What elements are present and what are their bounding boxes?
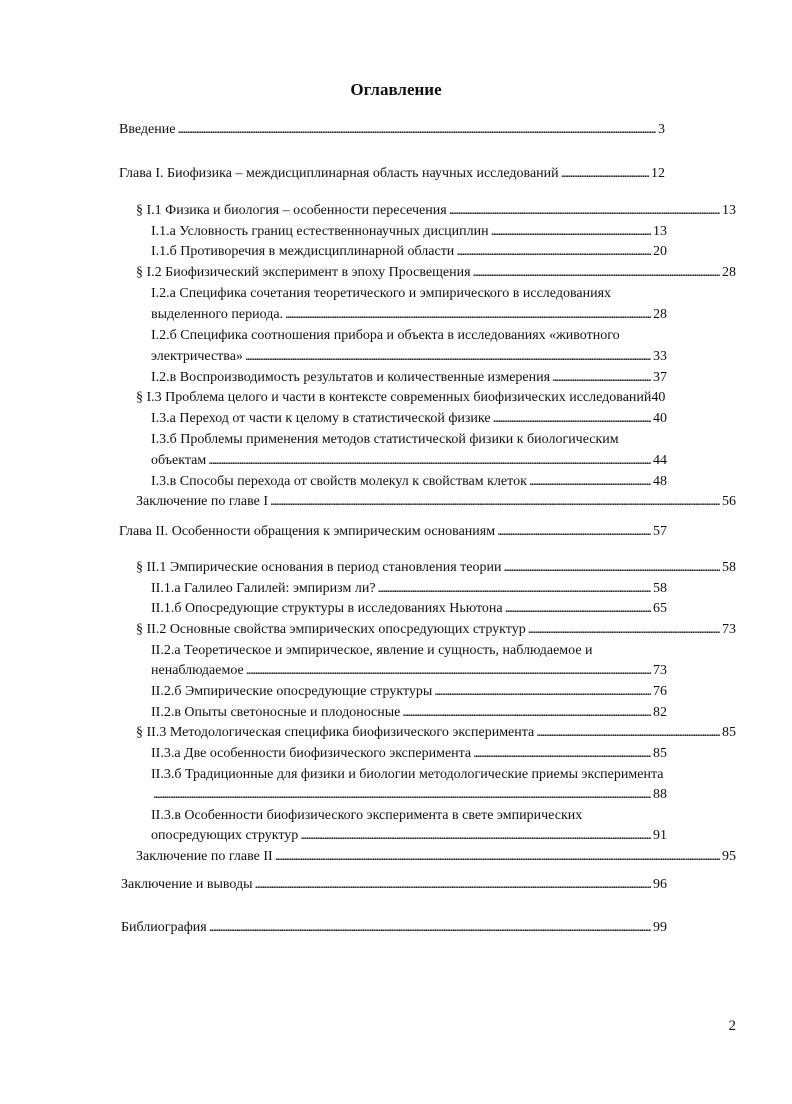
toc-entry-page: 28 bbox=[722, 265, 736, 280]
toc-entry-label: Глава I. Биофизика – междисциплинарная область научных исследований bbox=[119, 166, 559, 181]
dot-leader bbox=[208, 452, 651, 470]
dot-leader bbox=[153, 786, 651, 804]
toc-entry-section-2-3a[interactable] bbox=[151, 745, 667, 763]
toc-entry-label: I.3.а Переход от части к целому в статистической физике bbox=[151, 411, 491, 426]
dot-leader bbox=[209, 919, 651, 937]
toc-entry-section-2-3b[interactable] bbox=[151, 786, 667, 804]
toc-entry-page: 95 bbox=[722, 849, 736, 864]
dot-leader bbox=[177, 121, 656, 139]
toc-entry-page: 20 bbox=[653, 244, 667, 259]
toc-entry-page: 82 bbox=[653, 705, 667, 720]
toc-entry-label: § II.3 Методологическая специфика биофизического эксперимента bbox=[136, 725, 535, 740]
dot-leader bbox=[493, 410, 651, 428]
toc-entry-page: 76 bbox=[653, 684, 667, 699]
dot-leader bbox=[536, 724, 720, 742]
toc-entry-label: Заключение по главе II bbox=[136, 849, 273, 864]
toc-entry-label: электричества» bbox=[151, 349, 243, 364]
toc-entry-label: § II.2 Основные свойства эмпирических опосредующих структур bbox=[136, 622, 526, 637]
toc-entry-page: 13 bbox=[722, 203, 736, 218]
dot-leader bbox=[473, 264, 720, 282]
toc-entry-section-2-3b-line1: II.3.б Традиционные для физики и биологии методологические приемы эксперимента bbox=[151, 767, 664, 782]
toc-entry-label: I.1.б Противоречия в междисциплинарной области bbox=[151, 244, 455, 259]
dot-leader bbox=[529, 473, 651, 491]
toc-entry-page: 65 bbox=[653, 601, 667, 616]
toc-entry-section-2-3c[interactable] bbox=[151, 827, 667, 845]
dot-leader bbox=[300, 827, 651, 845]
toc-entry-label: Введение bbox=[119, 122, 176, 137]
toc-entry-label: Библиография bbox=[121, 920, 207, 935]
toc-entry-page: 91 bbox=[653, 828, 667, 843]
toc-entry-section-2-1[interactable] bbox=[136, 559, 736, 577]
toc-entry-page: 44 bbox=[653, 453, 667, 468]
toc-entry-label: II.2.в Опыты светоносные и плодоносные bbox=[151, 705, 401, 720]
toc-entry-section-2-3c-line1: II.3.в Особенности биофизического эксперимента в свете эмпирических bbox=[151, 808, 583, 823]
toc-entry-label: § I.2 Биофизический эксперимент в эпоху Просвещения bbox=[136, 265, 471, 280]
dot-leader bbox=[505, 600, 651, 618]
toc-entry-page: 40 bbox=[653, 411, 667, 426]
toc-entry-label: объектам bbox=[151, 453, 207, 468]
toc-entry-page: 88 bbox=[653, 787, 667, 802]
toc-entry-page: 73 bbox=[722, 622, 736, 637]
dot-leader bbox=[270, 493, 720, 511]
toc-entry-section-1-2b-line1: I.2.б Специфика соотношения прибора и объекта в исследованиях «животного bbox=[151, 328, 620, 343]
toc-entry-label: II.1.а Галилео Галилей: эмпиризм ли? bbox=[151, 581, 376, 596]
toc-entry-page: 28 bbox=[653, 307, 667, 322]
toc-entry-label: выделенного периода. bbox=[151, 307, 284, 322]
toc-entry-section-1-1a[interactable] bbox=[151, 223, 667, 241]
toc-entry-section-1-2a-line1: I.2.а Специфика сочетания теоретического и эмпирического в исследованиях bbox=[151, 286, 612, 301]
toc-entry-page: 58 bbox=[722, 560, 736, 575]
dot-leader bbox=[528, 621, 720, 639]
dot-leader bbox=[561, 165, 649, 183]
toc-entry-section-1-3[interactable] bbox=[136, 389, 736, 407]
toc-entry-page: 13 bbox=[653, 224, 667, 239]
toc-entry-section-2-2c[interactable] bbox=[151, 704, 667, 722]
toc-entry-label: II.3.а Две особенности биофизического эксперимента bbox=[151, 746, 472, 761]
toc-title: Оглавление bbox=[350, 80, 442, 99]
toc-entry-label: II.1.б Опосредующие структуры в исследованиях Ньютона bbox=[151, 601, 503, 616]
toc-entry-page: 58 bbox=[653, 581, 667, 596]
toc-entry-section-2-2b[interactable] bbox=[151, 683, 667, 701]
toc-entry-section-1-3b[interactable] bbox=[151, 452, 667, 470]
toc-entry-page: 96 bbox=[653, 877, 667, 892]
toc-entry-section-2-1a[interactable] bbox=[151, 580, 667, 598]
toc-entry-section-1-3a[interactable] bbox=[151, 410, 667, 428]
toc-entry-section-2-1b[interactable] bbox=[151, 600, 667, 618]
toc-entry-bibliography[interactable] bbox=[121, 919, 667, 937]
toc-entry-conclusion-1[interactable] bbox=[136, 493, 736, 511]
dot-leader bbox=[275, 848, 720, 866]
toc-entry-label: I.2.в Воспроизводимость результатов и количественные измерения bbox=[151, 370, 551, 385]
dot-leader bbox=[456, 243, 651, 261]
toc-entry-label: Заключение по главе I bbox=[136, 494, 269, 509]
toc-entry-page: 85 bbox=[722, 725, 736, 740]
toc-entry-section-1-2b[interactable] bbox=[151, 348, 667, 366]
dot-leader bbox=[378, 580, 651, 598]
toc-entry-section-2-2[interactable] bbox=[136, 621, 736, 639]
dot-leader bbox=[245, 348, 651, 366]
toc-entry-page: 57 bbox=[653, 524, 667, 539]
toc-entry-section-2-3[interactable] bbox=[136, 724, 736, 742]
dot-leader bbox=[285, 306, 651, 324]
page-number: 2 bbox=[728, 1018, 736, 1034]
toc-entry-section-2-2a[interactable] bbox=[151, 662, 667, 680]
toc-entry-section-1-3b-line1: I.3.б Проблемы применения методов статистической физики к биологическим bbox=[151, 432, 619, 447]
dot-leader bbox=[503, 559, 720, 577]
toc-entry-page: 33 bbox=[653, 349, 667, 364]
toc-entry-section-1-3c[interactable] bbox=[151, 473, 667, 491]
toc-entry-label: § II.1 Эмпирические основания в период становления теории bbox=[136, 560, 502, 575]
toc-entry-page: 3 bbox=[658, 122, 665, 137]
toc-entry-section-1-2[interactable] bbox=[136, 264, 736, 282]
toc-entry-label: Глава II. Особенности обращения к эмпирическим основаниям bbox=[119, 524, 496, 539]
toc-entry-section-2-2a-line1: II.2.а Теоретическое и эмпирическое, явление и сущность, наблюдаемое и bbox=[151, 643, 593, 658]
toc-entry-section-1-2c[interactable] bbox=[151, 369, 667, 387]
toc-entry-conclusions[interactable] bbox=[121, 876, 667, 894]
toc-entry-page: 99 bbox=[653, 920, 667, 935]
toc-entry-label: I.1.а Условность границ естественнонаучных дисциплин bbox=[151, 224, 489, 239]
toc-entry-page: 40 bbox=[651, 390, 666, 405]
toc-entry-section-1-2a[interactable] bbox=[151, 306, 667, 324]
toc-entry-label: опосредующих структур bbox=[151, 828, 299, 843]
toc-entry-label: I.3.в Способы перехода от свойств молекул к свойствам клеток bbox=[151, 474, 527, 489]
dot-leader bbox=[255, 876, 651, 894]
toc-entry-label: II.2.б Эмпирические опосредующие структуры bbox=[151, 684, 433, 699]
toc-entry-page: 73 bbox=[653, 663, 667, 678]
dot-leader bbox=[491, 223, 651, 241]
toc-entry-label: § I.1 Физика и биология – особенности пересечения bbox=[136, 203, 447, 218]
toc-entry-chapter-2[interactable] bbox=[119, 523, 667, 541]
toc-entry-intro[interactable] bbox=[119, 121, 665, 139]
dot-leader bbox=[497, 523, 651, 541]
toc-entry-page: 48 bbox=[653, 474, 667, 489]
toc-entry-chapter-1[interactable] bbox=[119, 165, 665, 183]
dot-leader bbox=[449, 202, 720, 220]
dot-leader bbox=[434, 683, 651, 701]
dot-leader bbox=[552, 369, 651, 387]
toc-entry-section-1-1b[interactable] bbox=[151, 243, 667, 261]
dot-leader bbox=[246, 662, 651, 680]
toc-entry-section-1-1[interactable] bbox=[136, 202, 736, 220]
toc-entry-label: Заключение и выводы bbox=[121, 877, 253, 892]
toc-entry-conclusion-2[interactable] bbox=[136, 848, 736, 866]
dot-leader bbox=[402, 704, 651, 722]
toc-entry-page: 56 bbox=[722, 494, 736, 509]
toc-entry-page: 12 bbox=[651, 166, 665, 181]
dot-leader bbox=[473, 745, 651, 763]
toc-entry-page: 37 bbox=[653, 370, 667, 385]
toc-entry-label: § I.3 Проблема целого и части в контексте современных биофизических исследований bbox=[136, 390, 652, 405]
toc-entry-label: ненаблюдаемое bbox=[151, 663, 244, 678]
toc-entry-page: 85 bbox=[653, 746, 667, 761]
